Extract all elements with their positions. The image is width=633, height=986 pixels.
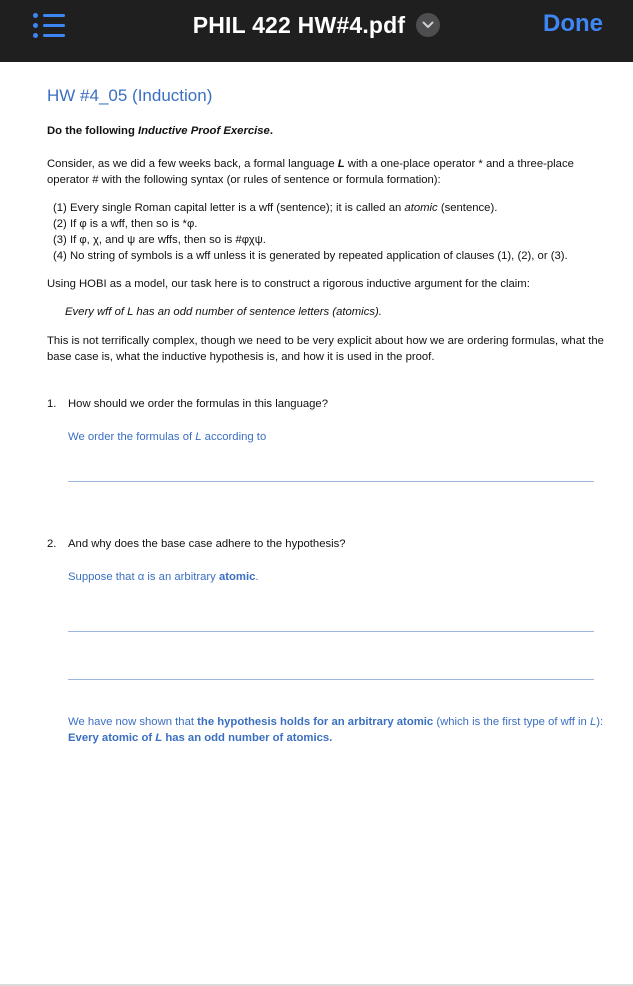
list-icon[interactable] — [31, 11, 67, 41]
instruction: Do the following Inductive Proof Exercise. — [47, 125, 273, 137]
chevron-down-icon[interactable] — [416, 13, 440, 37]
clause-3: (3) If φ, χ, and ψ are wffs, then so is #φχψ. — [53, 234, 266, 246]
clause-2: (2) If φ is a wff, then so is *φ. — [53, 218, 198, 230]
note-paragraph: This is not terrifically complex, though we need to be very explicit about how we are ordering formulas, what the base case is, what the inductive hypothesis is, and how it is used in the proof. — [47, 335, 604, 363]
clause-1: (1) Every single Roman capital letter is a wff (sentence); it is called an atomic (sentence). — [53, 202, 498, 214]
answer-3[interactable]: We have now shown that the hypothesis holds for an arbitrary atomic (which is the first type of wff in L): Every atomic of L has an odd number of atomics. — [68, 716, 604, 744]
top-bar — [0, 0, 633, 62]
document-title[interactable]: PHIL 422 HW#4.pdf — [192, 11, 406, 38]
question-2: 2. And why does the base case adhere to the hypothesis? — [47, 538, 346, 550]
claim: Every wff of L has an odd number of sentence letters (atomics). — [65, 306, 382, 318]
answer-1[interactable]: We order the formulas of L according to — [68, 431, 267, 443]
task-paragraph: Using HOBI as a model, our task here is to construct a rigorous inductive argument for the claim: — [47, 278, 530, 290]
document-content — [47, 86, 612, 746]
answer-line — [68, 679, 594, 680]
clause-4: (4) No string of symbols is a wff unless it is generated by repeated application of clauses (1), (2), or (3). — [53, 250, 568, 262]
question-1: 1. How should we order the formulas in this language? — [47, 398, 328, 410]
answer-line — [68, 481, 594, 482]
answer-2[interactable]: Suppose that α is an arbitrary atomic. — [68, 571, 259, 583]
done-button[interactable]: Done — [543, 10, 603, 37]
syntax-clauses — [53, 200, 612, 264]
answer-line — [68, 631, 594, 632]
intro-paragraph: Consider, as we did a few weeks back, a formal language L with a one-place operator * and a three-place operator # with the following syntax (or rules of sentence or formula formation): — [47, 158, 574, 186]
page-title: HW #4_05 (Induction) — [47, 86, 213, 105]
